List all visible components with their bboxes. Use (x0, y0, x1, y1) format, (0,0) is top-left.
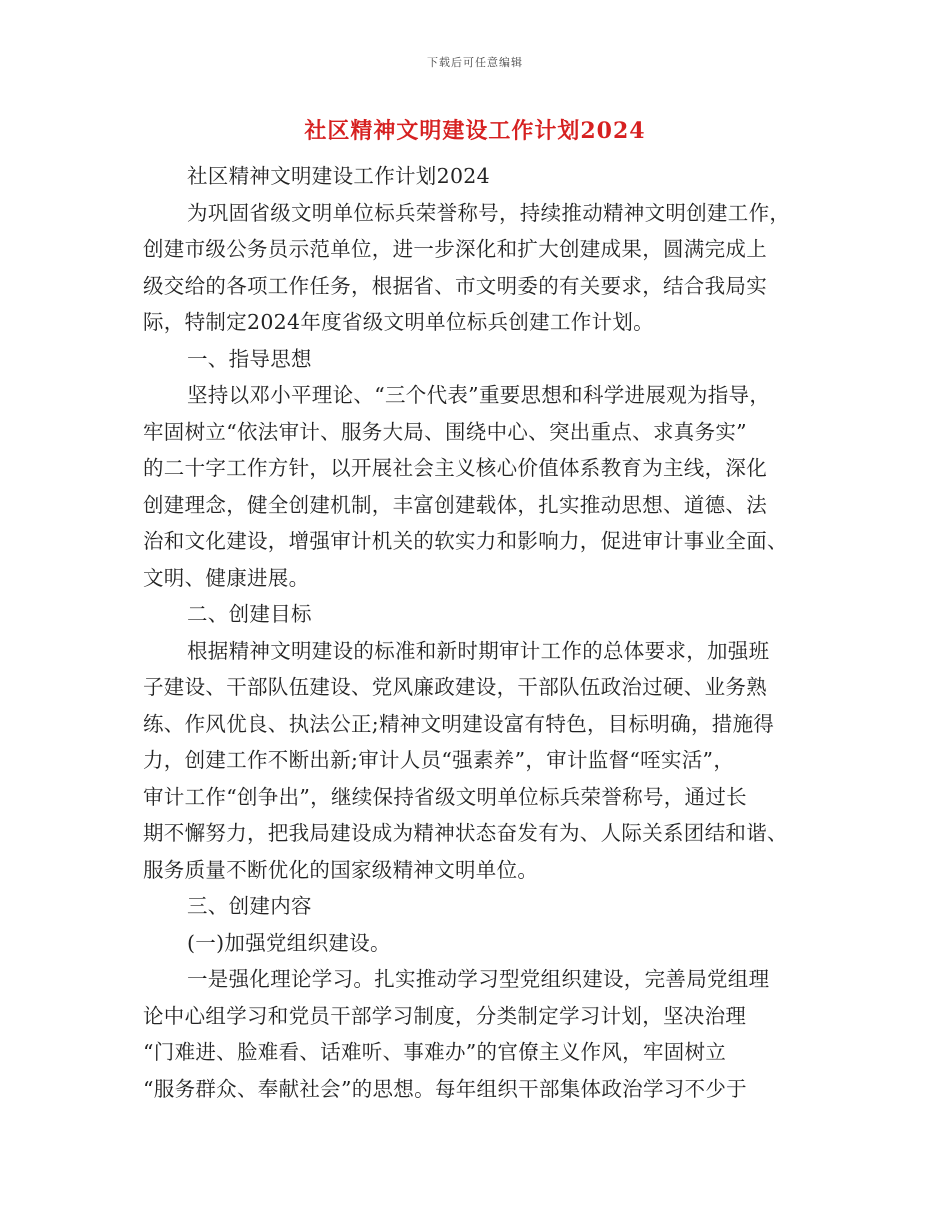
paragraph-line: 三、创建内容 (187, 894, 312, 918)
paragraph-line: 坚持以邓小平理论、“三个代表”重要思想和科学进展观为指导， (187, 383, 771, 407)
paragraph (143, 377, 807, 596)
paragraph (143, 633, 807, 889)
paragraph-line: 际，特制定2024年度省级文明单位标兵创建工作计划。 (143, 310, 654, 334)
paragraph (143, 158, 807, 195)
paragraph-line: 子建设、干部队伍建设、党风廉政建设，干部队伍政治过硬、业务熟 (143, 675, 767, 699)
paragraph-line: 一、指导思想 (187, 346, 312, 371)
paragraph-line: 创建市级公务员示范单位，进一步深化和扩大创建成果，圆满完成上 (143, 237, 767, 261)
paragraph-line: 二、创建目标 (187, 602, 312, 626)
document-body (143, 158, 807, 1107)
paragraph (143, 596, 807, 633)
paragraph-line: 文明、健康进展。 (143, 565, 310, 590)
paragraph (143, 341, 807, 378)
paragraph-line: 审计工作“创争出”，继续保持省级文明单位标兵荣誉称号，通过长 (143, 784, 747, 809)
paragraph-line: 的二十字工作方针，以开展社会主义核心价值体系教育为主线，深化 (143, 456, 767, 480)
paragraph-line: “服务群众、奉献社会”的思想。每年组织干部集体政治学习不少于 (143, 1076, 747, 1101)
paragraph-line: 为巩固省级文明单位标兵荣誉称号，持续推动精神文明创建工作， (187, 200, 791, 225)
paragraph-line: 级交给的各项工作任务，根据省、市文明委的有关要求，结合我局实 (143, 273, 767, 298)
paragraph (143, 961, 807, 1107)
paragraph-line: 社区精神文明建设工作计划2024 (187, 164, 490, 188)
document-title: 社区精神文明建设工作计划2024 (304, 118, 646, 144)
paragraph-line: 治和文化建设，增强审计机关的软实力和影响力，促进审计事业全面、 (143, 529, 788, 553)
paragraph-line: “门难进、脸难看、话难听、事难办”的官僚主义作风，牢固树立 (143, 1040, 727, 1064)
paragraph (143, 888, 807, 925)
page-header-note: 下载后可任意编辑 (427, 56, 523, 69)
paragraph-line: 期不懈努力，把我局建设成为精神状态奋发有为、人际关系团结和谐、 (143, 821, 788, 845)
paragraph-line: 根据精神文明建设的标准和新时期审计工作的总体要求，加强班 (187, 638, 770, 663)
paragraph-line: 一是强化理论学习。扎实推动学习型党组织建设，完善局党组理 (187, 967, 770, 991)
paragraph (143, 925, 807, 962)
paragraph-line: (一)加强党组织建设。 (187, 930, 391, 955)
paragraph-line: 创建理念，健全创建机制，丰富创建载体，扎实推动思想、道德、法 (143, 492, 767, 517)
paragraph-line: 力，创建工作不断出新;审计人员“强素养”，审计监督“咥实活”， (143, 748, 735, 772)
paragraph-line: 牢固树立“依法审计、服务大局、围绕中心、突出重点、求真务实” (143, 419, 747, 444)
paragraph (143, 195, 807, 341)
paragraph-line: 练、作风优良、执法公正;精神文明建设富有特色，目标明确，措施得 (143, 711, 775, 736)
paragraph-line: 服务质量不断优化的国家级精神文明单位。 (143, 857, 539, 882)
paragraph-line: 论中心组学习和党员干部学习制度，分类制定学习计划，坚决治理 (143, 1003, 747, 1028)
